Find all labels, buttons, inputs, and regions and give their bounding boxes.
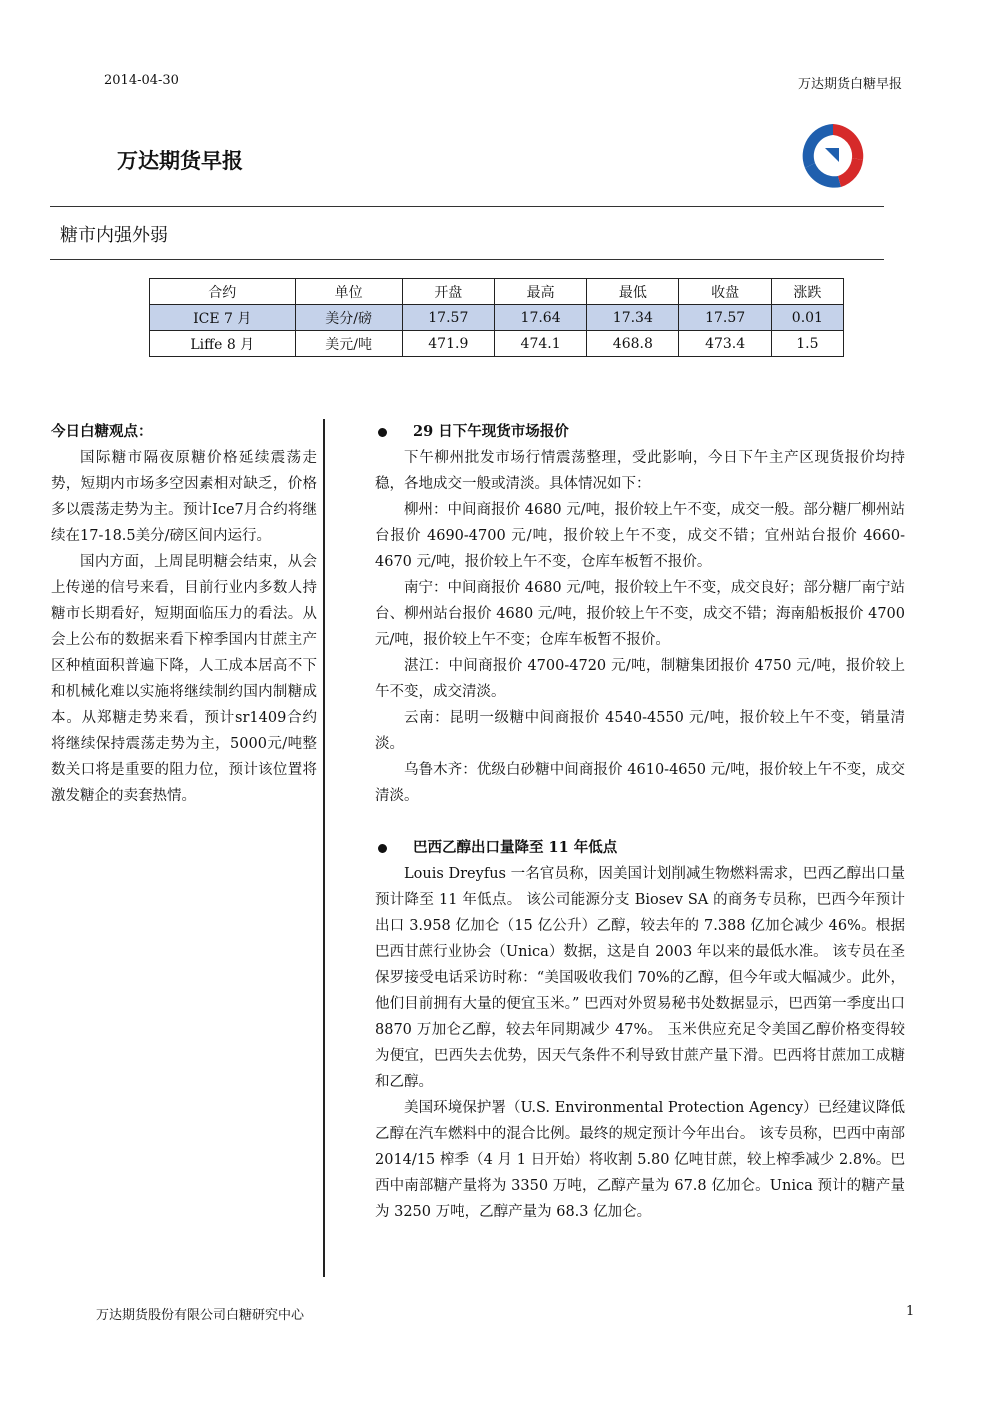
section2-paragraph: 美国环境保护署（U.S. Environmental Protection Agency）已经建议降低乙醇在汽车燃料中的混合比例。最终的规定预计今年出台。 该专员称，巴西中南部 2014/15 榨季（4 月 1 日开始）将收割 5.80 亿吨甘蔗，较上榨季减少 2.8%。巴西中南部糖产量将为 3350 万吨，乙醇产量为 67.8 亿加仑。Unica 预计的糖产量为 3250 万吨，乙醇产量为 68.3 亿加仑。 <box>375 1100 905 1220</box>
left-paragraph: 国际糖市隔夜原糖价格延续震荡走势，短期内市场多空因素相对缺乏，价格多以震荡走势为主。预计Ice7月合约将继续在17-18.5美分/磅区间内运行。 <box>51 450 317 544</box>
page-subtitle: 糖市内强外弱 <box>60 225 168 246</box>
report-date: 2014-04-30 <box>104 73 179 88</box>
table-cell: 美分/磅 <box>295 305 402 331</box>
table-cell: 471.9 <box>402 331 494 357</box>
table-row <box>150 305 844 331</box>
section1-paragraph: 云南：昆明一级糖中间商报价 4540-4550 元/吨，报价较上午不变，销量清淡。 <box>375 710 905 752</box>
page-number: 1 <box>906 1304 915 1319</box>
table-cell: 473.4 <box>679 331 771 357</box>
quote-table <box>149 278 844 357</box>
table-header-cell: 最低 <box>587 279 679 305</box>
company-logo <box>795 118 871 194</box>
table-cell: 468.8 <box>587 331 679 357</box>
bullet-icon <box>378 844 387 853</box>
table-cell: 17.34 <box>587 305 679 331</box>
section1-paragraph: 湛江：中间商报价 4700-4720 元/吨，制糖集团报价 4750 元/吨，报价较上午不变，成交清淡。 <box>375 658 905 700</box>
table-header-cell: 合约 <box>150 279 296 305</box>
table-header-cell: 单位 <box>295 279 402 305</box>
table-cell: 17.57 <box>679 305 771 331</box>
left-column <box>51 419 317 809</box>
table-header-cell: 涨跌 <box>771 279 843 305</box>
table-header-cell: 收盘 <box>679 279 771 305</box>
footer-org: 万达期货股份有限公司白糖研究中心 <box>96 1308 305 1323</box>
section1-paragraph: 乌鲁木齐：优级白砂糖中间商报价 4610-4650 元/吨，报价较上午不变，成交清淡。 <box>375 762 905 804</box>
section2-paragraph: Louis Dreyfus 一名官员称，因美国计划削减生物燃料需求，巴西乙醇出口量预计降至 11 年低点。 该公司能源分支 Biosev SA 的商务专员称，巴西今年预计出口 3.958 亿加仑（15 亿公升）乙醇，较去年的 7.388 亿加仑减少 46%。根据巴西甘蔗行业协会（Unica）数据，这是自 2003 年以来的最低水准。 该专员在圣保罗接受电话采访时称：“美国吸收我们 70%的乙醇，但今年或大幅减少。此外，他们目前拥有大量的便宜玉米。” 巴西对外贸易秘书处数据显示，巴西第一季度出口 8870 万加仑乙醇，较去年同期减少 47%。 玉米供应充足令美国乙醇价格变得较为便宜，巴西失去优势，因天气条件不利导致甘蔗产量下滑。巴西将甘蔗加工成糖和乙醇。 <box>375 866 905 1090</box>
header-rule <box>50 206 884 207</box>
table-row <box>150 331 844 357</box>
left-heading: 今日白糖观点： <box>51 423 153 440</box>
left-paragraph: 国内方面，上周昆明糖会结束，从会上传递的信号来看，目前行业内多数人持糖市长期看好，短期面临压力的看法。从会上公布的数据来看下榨季国内甘蔗主产区种植面积普遍下降，人工成本居高不下和机械化难以实施将继续制约国内制糖成本。从郑糖走势来看，预计sr1409合约将继续保持震荡走势为主，5000元/吨整数关口将是重要的阻力位，预计该位置将激发糖企的卖套热情。 <box>51 554 317 804</box>
table-cell: 1.5 <box>771 331 843 357</box>
right-column <box>375 419 905 1225</box>
page-title: 万达期货早报 <box>117 149 243 173</box>
table-cell: 美元/吨 <box>295 331 402 357</box>
table-cell: 0.01 <box>771 305 843 331</box>
section1-paragraph: 下午柳州批发市场行情震荡整理，受此影响，今日下午主产区现货报价均持稳，各地成交一般或清淡。具体情况如下： <box>375 450 905 492</box>
table-cell: ICE 7 月 <box>150 305 296 331</box>
section1-heading-row <box>375 419 905 445</box>
report-name: 万达期货白糖早报 <box>797 77 902 92</box>
subtitle-rule <box>50 259 884 260</box>
column-divider <box>323 419 325 1277</box>
bullet-icon <box>378 428 387 437</box>
section1-paragraph: 南宁：中间商报价 4680 元/吨，报价较上午不变，成交良好；部分糖厂南宁站台、柳州站台报价 4680 元/吨，报价较上午不变，成交不错；海南船板报价 4700 元/吨，报价较上午不变；仓库车板暂不报价。 <box>375 580 905 648</box>
table-cell: 17.57 <box>402 305 494 331</box>
table-cell: Liffe 8 月 <box>150 331 296 357</box>
table-cell: 17.64 <box>494 305 586 331</box>
table-cell: 474.1 <box>494 331 586 357</box>
section2-heading: 巴西乙醇出口量降至 11 年低点 <box>413 839 618 856</box>
table-header-cell: 开盘 <box>402 279 494 305</box>
section2-heading-row <box>375 835 905 861</box>
table-header-row <box>150 279 844 305</box>
section1-heading: 29 日下午现货市场报价 <box>413 423 569 440</box>
section1-paragraph: 柳州：中间商报价 4680 元/吨，报价较上午不变，成交一般。部分糖厂柳州站台报价 4690-4700 元/吨，报价较上午不变，成交不错；宜州站台报价 4660-4670 元/吨，报价较上午不变，仓库车板暂不报价。 <box>375 502 905 570</box>
table-header-cell: 最高 <box>494 279 586 305</box>
